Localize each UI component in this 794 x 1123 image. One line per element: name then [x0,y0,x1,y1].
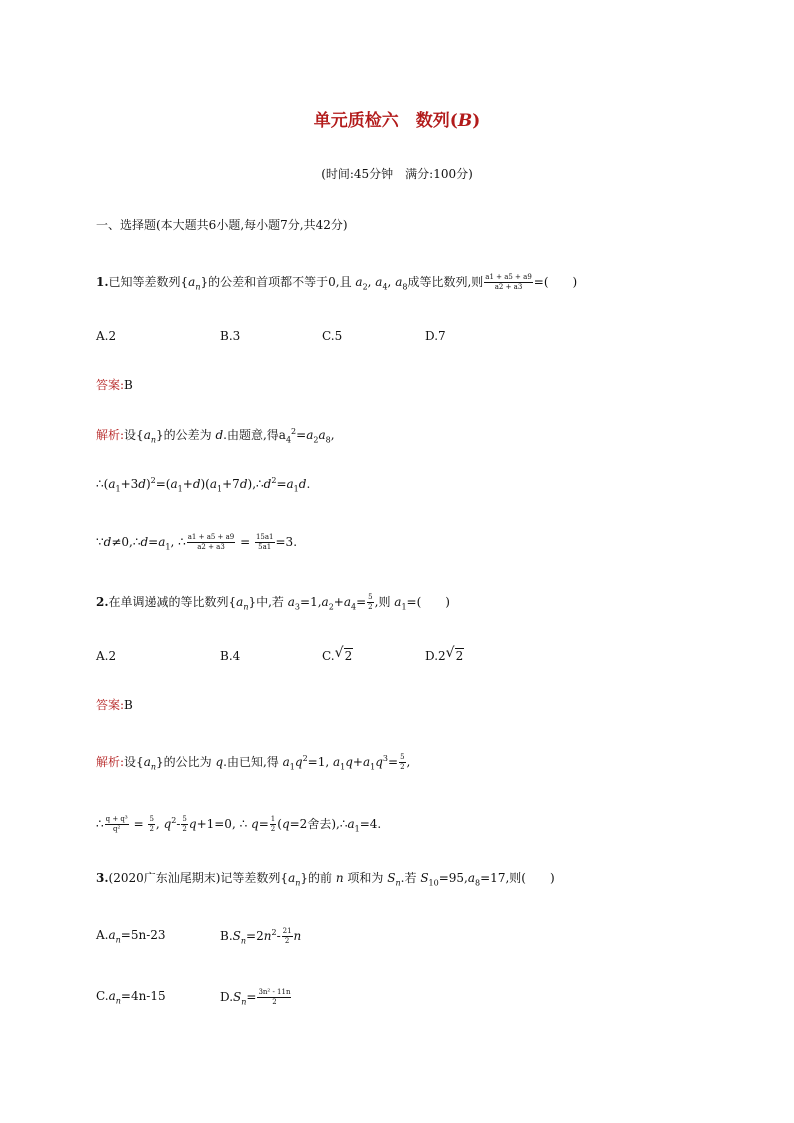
question-number: 1. [96,275,109,289]
fraction: $\frac{1}{2}$ [270,815,276,833]
option-a[interactable]: A.2 [96,649,117,663]
answer-line [96,697,133,713]
question-text: }的公差和首项都不等于0,且 [200,275,352,289]
fraction: $\frac{5}{2}$ [182,815,187,833]
analysis-label: 解析: [96,755,125,769]
analysis-line-2: ∴ $\frac{\text{q + q³}}{\text{q²}}$ = $\frac{5}{2}$ , $q^2-$ $\frac{5}{2}$ q+1=0, ∴ q= $\frac{1}{2}$ (q=2舍去)$,\therefore a_1=4$. [96,815,382,834]
answer-label: 答案: [96,698,125,712]
option-c[interactable]: C.5 [322,329,343,343]
page-title [0,110,794,132]
answer-label: 答案: [96,378,125,392]
answer-value: B [124,378,133,392]
section-heading: 一、选择题(本大题共6小题,每小题7分,共42分) [96,218,348,232]
fraction: $\frac{5}{2}$ [368,593,373,611]
option-d[interactable]: D.7 [425,329,446,343]
exam-meta: (时间:45分钟 满分:100分) [321,167,473,181]
title-text: 单元质检六 数列( [313,111,458,131]
fraction: $\frac{5}{2}$ [400,753,405,771]
fraction: $\frac{a1 + a5 + a9}{a2 + a3}$ [485,273,532,291]
option-c[interactable]: C. √ 2 [322,645,353,663]
fraction: $\frac{5}{2}$ [149,815,154,833]
option-b[interactable]: $B.S_n=2n^2-$ $\frac{21}{2}$ n [220,927,302,946]
analysis-line-1: 解析:设$\{a_n\}$的公差为 d.由题意,得$a_4^2=a_2a_8$, [96,427,335,445]
question-2: 2.在单调递减的等比数列$\{a_n\}$中,若 $a_3=1,a_2+a_4=$ $\frac{5}{2}$ ,则 $a_1=$( ) [96,593,450,612]
answer-line [96,377,133,393]
title-close: ) [472,111,481,131]
option-c[interactable]: $C.a_n=4n-15$ [96,989,166,1006]
title-variant: B [457,111,473,131]
option-d[interactable]: D.2 √ 2 [425,645,464,663]
analysis-line-2: $\therefore(a_1+3d)^2=(a_1+d)(a_1+7d),\therefore d^2=a_1d$. [96,476,311,494]
analysis-line-3: $\because d\ne 0,\therefore d=a_1$, ∴ $\frac{a1 + a5 + a9}{a2 + a3}$ = $\frac{15a1}{5a1}$ =3. [96,533,298,552]
answer-value: B [124,698,133,712]
question-1: 1.已知等差数列$\{a_n\}$的公差和首项都不等于0,且 $a_2$, $a_4$, $a_8$成等比数列,则 $\frac{a1 + a5 + a9}{a2 + a3}$ =( ) [96,273,578,292]
option-b[interactable]: B.3 [220,329,241,343]
option-d[interactable]: $D.S_n=$ $\frac{\text{3n² - 11n}}{2}$ [220,988,291,1007]
analysis-label: 解析: [96,428,125,442]
option-b[interactable]: B.4 [220,649,241,663]
option-a[interactable]: A.2 [96,329,117,343]
question-text: 已知等差数列{ [108,275,189,289]
question-3: 3.(2020广东汕尾期末)记等差数列$\{a_n\}$的前 n 项和为 $S_n$.若 $S_{10}=95,a_8=17$,则( ) [96,871,555,888]
fraction: $\frac{a1 + a5 + a9}{a2 + a3}$ [187,533,235,551]
question-number: 2. [96,595,109,609]
question-text: =( ) [533,275,578,289]
question-text: 成等比数列,则 [407,275,484,289]
option-a[interactable]: $A.a_n=5n-23$ [96,928,166,945]
question-number: 3. [96,871,109,885]
fraction: $\frac{15a1}{5a1}$ [255,533,274,551]
fraction: $\frac{\text{3n² - 11n}}{2}$ [258,988,291,1006]
fraction: $\frac{21}{2}$ [282,927,292,945]
fraction: $\frac{\text{q + q³}}{\text{q²}}$ [105,815,128,833]
analysis-line-1: 解析:设$\{a_n\}$的公比为 q.由已知,得 $a_1q^2=1$, $a_1q+a_1q^3=$ $\frac{5}{2}$ , [96,753,411,772]
